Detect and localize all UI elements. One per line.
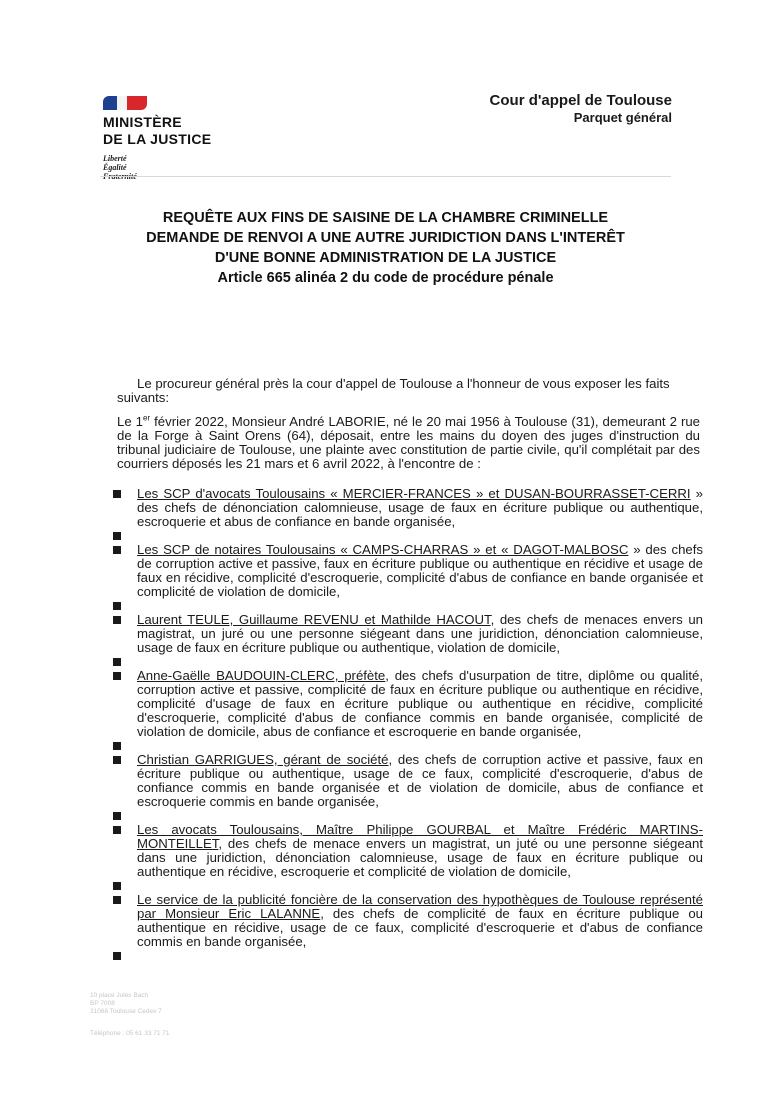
header-divider [100,176,671,177]
ministry-name-line1: MINISTÈRE [103,114,182,130]
footer-phone: Téléphone : 05 61 33 71 71 [90,1030,170,1037]
list-item [113,823,703,879]
bullet-icon [113,672,121,680]
motto-egalite: Égalité [103,163,127,172]
intro-line-2: suivants: [117,390,170,405]
footer-line-2: BP 7008 [90,1000,115,1007]
motto-liberte: Liberté [103,154,127,163]
bullet-icon [113,756,121,764]
facts-text: février 2022, Monsieur André LABORIE, né le 20 mai 1956 à Toulouse (31), demeurant 2 rue de la Forge à Saint Orens (64), déposait, entre les mains du doyen des juges d'instruction du tribunal judiciaire de Toulouse, une plainte avec constitution de partie civile, qu'il complétait par des courriers déposés les 21 mars et 6 avril 2022, à l'encontre de : [117,414,701,471]
list-item [113,753,703,809]
item-text: , des chefs de menaces envers un magistrat, un juré ou une personne siégeant dans une juridiction, dénonciation calomnieuse, usage de faux en écriture publique ou authentique, violation de domicile, [137,612,704,655]
list-item [113,893,703,949]
title-line-2: DEMANDE DE RENVOI A UNE AUTRE JURIDICTION DANS L'INTERÊT [146,230,625,246]
ministry-logo [103,96,211,181]
bullet-icon [113,490,121,498]
facts-sup: er [143,413,151,423]
title-line-3: D'UNE BONNE ADMINISTRATION DE LA JUSTICE [214,250,557,266]
item-name: Christian GARRIGUES, gérant de société [137,752,389,767]
facts-prefix: Le 1 [117,414,144,429]
list-spacer [113,739,703,753]
item-name: Les SCP de notaires Toulousains « CAMPS-CHARRAS » et « DAGOT-MALBOSC [137,542,629,557]
item-name: Les avocats Toulousains, Maître Philippe GOURBAL et Maître Frédéric MARTINS-MONTEILLET [137,822,703,851]
document-title [100,208,671,288]
item-text: , des chefs de complicité de faux en écriture publique ou authentique en récidive, usage de ce faux, complicité d'escroquerie et d'abus de confiance commis en bande organisée, [137,906,703,949]
court-name: Cour d'appel de Toulouse [489,92,672,109]
facts-paragraph [117,415,700,471]
list-spacer [113,949,703,963]
item-name: Les SCP d'avocats Toulousains « MERCIER-FRANCES » et DUSAN-BOURRASSET-CERRI [137,486,691,501]
list-item [113,487,703,529]
bullet-icon [113,952,121,960]
footer-line-1: 10 place Jules Bach [90,992,149,999]
court-department: Parquet général [573,110,672,125]
bullet-icon [113,616,121,624]
bullet-icon [113,882,121,890]
item-text: , des chefs d'usurpation de titre, diplôme ou qualité, corruption active et passive, complicité de faux en écriture publique ou authentique en récidive, complicité d'usage de faux en écriture publique ou authentique en récidive, complicité d'escroquerie, complicité d'abus de confiance commis en bande organisée, complicité de violation de domicile, abus de confiance et escroquerie en bande organisée, [137,668,704,739]
item-text: , des chefs de corruption active et passive, faux en écriture publique ou authentique, usage de ce faux, complicité d'escroquerie, d'abus de confiance commis en bande organisée et de violation de domicile, abus de confiance et escroquerie commis en bande organisée, [137,752,703,809]
address-footer [90,992,170,1038]
list-item [113,543,703,599]
bullet-icon [113,742,121,750]
bullet-icon [113,896,121,904]
item-text: » des chefs de corruption active et passive, faux en écriture publique ou authentique en récidive et usage de faux en récidive, complicité d'escroquerie, complicité d'abus de confiance en bande organisée et complicité de violation de domicile, [137,542,703,599]
item-text: » des chefs de dénonciation calomnieuse, usage de faux en écriture publique ou authentique, escroquerie et abus de confiance en bande organisée, [137,486,704,529]
item-text: , des chefs de menace envers un magistrat, un juté ou une personne siégeant dans une juridiction, dénonciation calomnieuse, usage de faux en écriture publique ou authentique en récidive, escroquerie et complicité de violation de domicile, [137,836,703,879]
ministry-name-line2: DE LA JUSTICE [103,131,212,147]
intro-line-1: Le procureur général près la cour d'appel de Toulouse a l'honneur de vous exposer les faits [137,376,670,391]
item-name: Le service de la publicité foncière de la conservation des hypothèques de Toulouse représenté par Monsieur Eric LALANNE [137,892,703,921]
list-spacer [113,879,703,893]
bullet-icon [113,546,121,554]
list-spacer [113,529,703,543]
bullet-icon [113,602,121,610]
bullet-icon [113,826,121,834]
intro-paragraph [117,377,700,405]
defendants-list [113,487,703,963]
court-header [490,92,672,126]
marianne-flag-icon [103,96,147,110]
bullet-icon [113,812,121,820]
title-line-4: Article 665 alinéa 2 du code de procédure pénale [217,270,554,286]
list-item [113,669,703,739]
list-spacer [113,809,703,823]
bullet-icon [113,532,121,540]
footer-line-3: 31068 Toulouse Cedex 7 [90,1008,162,1015]
list-spacer [113,655,703,669]
bullet-icon [113,658,121,666]
item-name: Anne-Gaëlle BAUDOUIN-CLERC, préfète [137,668,386,683]
list-spacer [113,599,703,613]
item-name: Laurent TEULE, Guillaume REVENU et Mathilde HACOUT [137,612,491,627]
title-line-1: REQUÊTE AUX FINS DE SAISINE DE LA CHAMBRE CRIMINELLE [162,210,609,226]
list-item [113,613,703,655]
